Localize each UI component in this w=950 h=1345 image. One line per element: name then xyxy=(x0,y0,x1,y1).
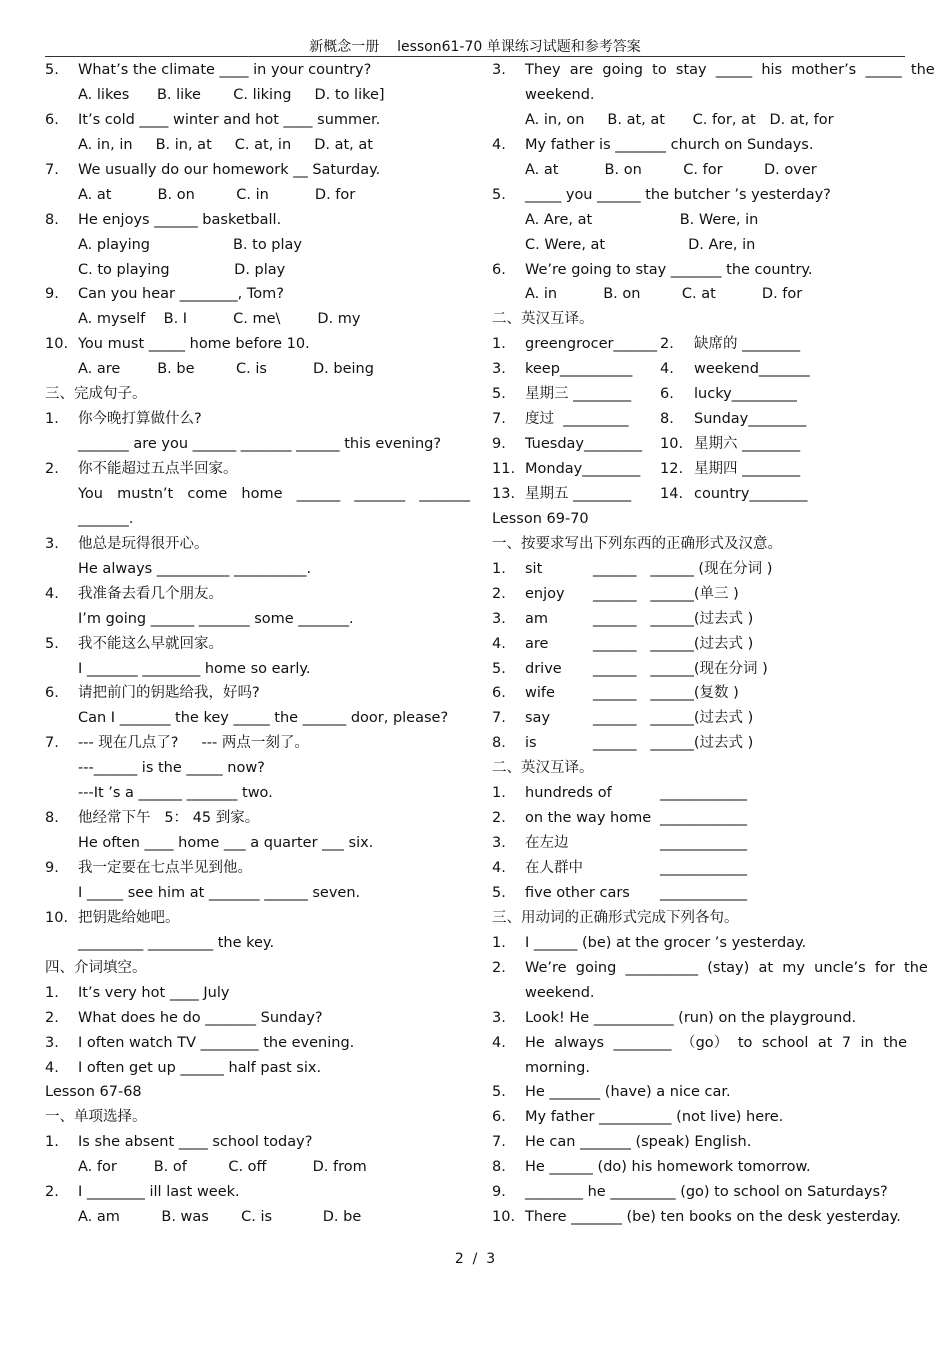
item-text: 我一定要在七点半见到他。 xyxy=(78,860,252,876)
answer-blank: ____________ xyxy=(660,860,747,876)
exercise-line xyxy=(492,208,907,233)
item-text: weekend_______ xyxy=(694,361,810,378)
exercise-line xyxy=(492,731,907,756)
item-text: Sunday________ xyxy=(694,411,807,428)
item-text: weekend. xyxy=(525,86,595,103)
item-text: A. for B. of C. off D. from xyxy=(78,1159,367,1176)
item-text: A. at B. on C. in D. for xyxy=(78,186,356,203)
section-title: 二、英汉互译。 xyxy=(492,760,594,777)
exercise-line xyxy=(492,681,907,706)
exercise-line xyxy=(45,1056,470,1081)
exercise-line xyxy=(492,58,935,83)
answer-blank: ____________ xyxy=(660,835,747,852)
exercise-line xyxy=(45,831,470,856)
item-number: 4. xyxy=(45,585,59,602)
item-text: We’re going __________ (stay) at my uncle’s for the xyxy=(525,959,928,976)
exercise-line xyxy=(45,307,470,332)
item-number: 1. xyxy=(492,560,506,577)
section-title: Lesson 67-68 xyxy=(45,1084,142,1101)
answer-blank: ______ ______(单三 ) xyxy=(593,585,739,602)
item-text: I _______ ________ home so early. xyxy=(78,660,311,677)
exercise-line xyxy=(492,407,907,432)
item-number: 8. xyxy=(45,211,59,228)
exercise-line xyxy=(492,856,907,881)
item-text: A. in B. on C. at D. for xyxy=(525,286,803,303)
item-text: He often ____ home ___ a quarter ___ six. xyxy=(78,835,374,852)
item-number: 8. xyxy=(492,1159,506,1176)
item-text: sit xyxy=(525,560,543,577)
exercise-line xyxy=(45,756,470,781)
item-text: 他经常下午 5： 45 到家。 xyxy=(78,810,260,827)
item-number: 2. xyxy=(45,1009,59,1026)
exercise-line xyxy=(45,931,470,956)
section-heading xyxy=(45,382,470,407)
item-text: lucky_________ xyxy=(694,386,797,403)
exercise-line xyxy=(45,1180,470,1205)
item-text: He _______ (have) a nice car. xyxy=(525,1084,731,1101)
item-number: 4. xyxy=(660,361,674,378)
exercise-line xyxy=(45,357,470,382)
item-text: country________ xyxy=(694,485,808,502)
item-number: 6. xyxy=(45,685,59,702)
item-text: Can I _______ the key _____ the ______ door, please? xyxy=(78,710,449,727)
answer-blank: ____________ xyxy=(660,884,747,901)
item-text: A. myself B. I C. me\ D. my xyxy=(78,311,361,328)
item-number: 4. xyxy=(492,635,506,652)
item-text: A. likes B. like C. liking D. to like] xyxy=(78,86,385,103)
exercise-line xyxy=(492,457,907,482)
item-number: 10. xyxy=(492,1209,516,1226)
section-title: Lesson 69-70 xyxy=(492,510,589,527)
item-text: I ______ (be) at the grocer ’s yesterday. xyxy=(525,934,807,951)
exercise-line xyxy=(45,482,470,507)
item-number: 2. xyxy=(492,585,506,602)
exercise-line xyxy=(492,1006,907,1031)
item-text: You must _____ home before 10. xyxy=(78,336,310,353)
item-text: 星期三 ________ xyxy=(525,386,632,403)
item-text: A. am B. was C. is D. be xyxy=(78,1209,362,1226)
exercise-line xyxy=(492,557,907,582)
item-text: 我不能这么早就回家。 xyxy=(78,635,223,652)
exercise-line xyxy=(45,108,470,133)
exercise-line xyxy=(45,158,470,183)
page-header xyxy=(45,34,905,57)
item-number: 11. xyxy=(492,461,516,477)
exercise-line xyxy=(45,507,470,532)
item-number: 1. xyxy=(45,1134,59,1151)
right-column xyxy=(492,58,935,1230)
item-text: My father __________ (not live) here. xyxy=(525,1109,784,1126)
item-number: 10. xyxy=(660,436,684,453)
item-number: 5. xyxy=(492,1084,506,1101)
exercise-line xyxy=(492,632,907,657)
item-text: C. to playing D. play xyxy=(78,261,286,278)
exercise-line xyxy=(492,108,907,133)
item-text: keep__________ xyxy=(525,361,633,378)
item-text: He ______ (do) his homework tomorrow. xyxy=(525,1159,811,1176)
item-text: on the way home xyxy=(525,810,652,827)
exercise-line xyxy=(45,208,470,233)
exercise-line xyxy=(45,58,470,83)
item-text: There _______ (be) ten books on the desk yesterday. xyxy=(525,1209,901,1226)
exercise-line xyxy=(45,856,470,881)
item-number: 4. xyxy=(492,136,506,153)
item-number: 2. xyxy=(45,461,59,477)
section-heading xyxy=(492,532,907,557)
item-text: hundreds of xyxy=(525,785,612,802)
item-text: He always ________ （go） to school at 7 in the xyxy=(525,1034,907,1051)
item-number: 3. xyxy=(492,1009,506,1026)
item-text: He can _______ (speak) English. xyxy=(525,1134,752,1151)
item-text: --- 现在几点了? --- 两点一刻了。 xyxy=(78,735,309,752)
exercise-line xyxy=(492,83,907,108)
exercise-line xyxy=(492,432,907,457)
section-heading xyxy=(45,956,470,981)
item-text: What’s the climate ____ in your country? xyxy=(78,62,372,78)
item-number: 9. xyxy=(45,286,59,303)
item-number: 1. xyxy=(492,785,506,802)
item-text: 我准备去看几个朋友。 xyxy=(78,585,223,602)
item-number: 6. xyxy=(45,111,59,128)
exercise-line xyxy=(45,1205,470,1230)
exercise-line xyxy=(492,482,907,507)
item-number: 2. xyxy=(492,810,506,827)
answer-blank: ____________ xyxy=(660,785,747,802)
item-number: 1. xyxy=(492,934,506,951)
item-text: We usually do our homework __ Saturday. xyxy=(78,161,381,178)
item-number: 7. xyxy=(492,411,506,428)
item-text: I _____ see him at _______ ______ seven. xyxy=(78,884,361,901)
exercise-line xyxy=(45,881,470,906)
item-text: are xyxy=(525,635,549,652)
exercise-line xyxy=(492,706,907,731)
section-heading xyxy=(492,307,907,332)
answer-blank: ____________ xyxy=(660,810,747,827)
item-number: 1. xyxy=(45,411,59,428)
item-text: enjoy xyxy=(525,585,565,602)
answer-blank: ______ ______(复数 ) xyxy=(593,685,739,702)
exercise-line xyxy=(492,582,907,607)
item-text: C. Were, at D. Are, in xyxy=(525,236,756,253)
item-number: 1. xyxy=(45,984,59,1001)
exercise-line xyxy=(45,233,470,258)
item-text: 他总是玩得很开心。 xyxy=(78,535,209,552)
item-text: five other cars xyxy=(525,884,630,901)
item-text: A. at B. on C. for D. over xyxy=(525,161,817,178)
exercise-line xyxy=(45,1006,470,1031)
exercise-line xyxy=(492,1056,907,1081)
item-number: 10. xyxy=(45,909,69,926)
exercise-line xyxy=(492,282,907,307)
item-text: ---It ’s a ______ _______ two. xyxy=(78,785,273,802)
item-text: _______ are you ______ _______ ______ this evening? xyxy=(78,436,442,453)
section-title: 四、介词填空。 xyxy=(45,959,147,976)
exercise-line xyxy=(45,1130,470,1155)
answer-blank: ______ ______ (现在分词 ) xyxy=(593,560,773,577)
exercise-line xyxy=(45,258,470,283)
item-number: 5. xyxy=(492,884,506,901)
answer-blank: ______ ______(过去式 ) xyxy=(593,635,754,652)
exercise-line xyxy=(492,1130,907,1155)
exercise-line xyxy=(45,183,470,208)
item-number: 8. xyxy=(492,735,506,752)
exercise-line xyxy=(492,931,907,956)
answer-blank: ______ ______(现在分词 ) xyxy=(593,660,768,677)
exercise-line xyxy=(492,1205,907,1230)
exercise-line xyxy=(45,781,470,806)
item-text: 星期五 ________ xyxy=(525,485,632,502)
section-title: 三、完成句子。 xyxy=(45,386,147,403)
item-text: I often get up ______ half past six. xyxy=(78,1059,322,1076)
item-number: 2. xyxy=(45,1184,59,1201)
item-text: _____ you ______ the butcher ’s yesterday? xyxy=(525,186,831,203)
section-heading xyxy=(45,1080,470,1105)
exercise-line xyxy=(492,831,907,856)
exercise-line xyxy=(492,881,907,906)
exercise-line xyxy=(45,532,470,557)
item-text: 度过 _________ xyxy=(525,411,629,428)
exercise-line xyxy=(492,981,907,1006)
item-number: 3. xyxy=(492,835,506,852)
exercise-line xyxy=(45,133,470,158)
exercise-line xyxy=(45,557,470,582)
exercise-line xyxy=(492,382,907,407)
item-text: A. playing B. to play xyxy=(78,236,302,253)
section-heading xyxy=(492,906,907,931)
item-number: 9. xyxy=(492,1184,506,1201)
item-number: 4. xyxy=(492,1034,506,1051)
item-text: is xyxy=(525,735,537,752)
exercise-line xyxy=(492,1031,907,1056)
answer-blank: ______ ______(过去式 ) xyxy=(593,710,754,727)
exercise-line xyxy=(45,582,470,607)
item-text: He always __________ __________. xyxy=(78,560,312,577)
exercise-line xyxy=(492,1080,907,1105)
item-text: _______. xyxy=(78,510,134,527)
exercise-line xyxy=(45,632,470,657)
item-text: He enjoys ______ basketball. xyxy=(78,211,282,228)
item-number: 14. xyxy=(660,485,684,502)
exercise-line xyxy=(45,282,470,307)
item-text: A. Are, at B. Were, in xyxy=(525,211,759,228)
item-text: What does he do _______ Sunday? xyxy=(78,1009,323,1026)
exercise-line xyxy=(492,806,907,831)
item-text: morning. xyxy=(525,1059,590,1076)
item-text: A. in, on B. at, at C. for, at D. at, for xyxy=(525,111,834,128)
exercise-line xyxy=(492,183,907,208)
item-text: My father is _______ church on Sundays. xyxy=(525,136,814,153)
exercise-line xyxy=(492,1180,907,1205)
item-text: A. are B. be C. is D. being xyxy=(78,361,374,378)
section-heading xyxy=(45,1105,470,1130)
item-number: 2. xyxy=(492,959,506,976)
item-number: 1. xyxy=(492,336,506,353)
item-number: 4. xyxy=(492,860,506,876)
item-text: say xyxy=(525,710,551,727)
answer-blank: ______ ______(过去式 ) xyxy=(593,610,754,627)
item-number: 8. xyxy=(660,411,674,428)
exercise-line xyxy=(45,906,470,931)
exercise-line xyxy=(45,1031,470,1056)
item-number: 8. xyxy=(45,810,59,827)
exercise-line xyxy=(492,956,928,981)
item-number: 6. xyxy=(492,1109,506,1126)
item-text: ________ he _________ (go) to school on Saturdays? xyxy=(525,1184,888,1201)
item-text: A. in, in B. in, at C. at, in D. at, at xyxy=(78,136,373,153)
section-title: 二、英汉互译。 xyxy=(492,311,594,328)
exercise-line xyxy=(492,233,907,258)
item-number: 9. xyxy=(492,436,506,453)
item-number: 3. xyxy=(45,535,59,552)
exercise-line xyxy=(45,1155,470,1180)
section-title: 一、按要求写出下列东西的正确形式及汉意。 xyxy=(492,535,782,552)
item-number: 7. xyxy=(45,735,59,752)
exercise-line xyxy=(45,806,470,831)
exercise-line xyxy=(492,781,907,806)
item-text: 在左边 xyxy=(525,835,569,852)
exercise-line xyxy=(492,258,907,283)
item-text: 你不能超过五点半回家。 xyxy=(78,461,238,477)
exercise-line xyxy=(45,432,470,457)
item-text: I often watch TV ________ the evening. xyxy=(78,1034,355,1051)
item-text: greengrocer______ xyxy=(525,336,657,353)
exercise-line xyxy=(492,357,907,382)
item-number: 3. xyxy=(492,361,506,378)
item-text: It’s very hot ____ July xyxy=(78,984,230,1001)
item-text: wife xyxy=(525,685,555,702)
page-number: 2 / 3 xyxy=(454,1251,496,1267)
item-text: It’s cold ____ winter and hot ____ summer. xyxy=(78,111,381,128)
item-text: Look! He ___________ (run) on the playground. xyxy=(525,1009,857,1026)
exercise-line xyxy=(45,83,470,108)
exercise-line xyxy=(45,607,470,632)
item-text: Is she absent ____ school today? xyxy=(78,1134,313,1151)
item-number: 10. xyxy=(45,336,69,353)
item-text: 请把前门的钥匙给我，好吗? xyxy=(78,685,260,702)
exercise-line xyxy=(492,133,907,158)
item-number: 9. xyxy=(45,860,59,876)
item-text: weekend. xyxy=(525,984,595,1001)
exercise-line xyxy=(45,681,470,706)
item-text: They are going to stay _____ his mother’s _____ the xyxy=(525,62,935,78)
item-text: 星期六 ________ xyxy=(694,436,801,453)
exercise-line xyxy=(492,657,907,682)
exercise-line xyxy=(45,731,470,756)
item-text: 把钥匙给她吧。 xyxy=(78,909,180,926)
section-title: 三、用动词的正确形式完成下列各句。 xyxy=(492,909,739,926)
exercise-line xyxy=(492,607,907,632)
item-number: 5. xyxy=(492,186,506,203)
item-text: drive xyxy=(525,660,562,677)
item-number: 7. xyxy=(45,161,59,178)
item-text: I ________ ill last week. xyxy=(78,1184,240,1201)
item-text: ---______ is the _____ now? xyxy=(78,760,265,777)
section-heading xyxy=(492,507,907,532)
item-number: 3. xyxy=(45,1034,59,1051)
exercise-line xyxy=(492,158,907,183)
item-number: 7. xyxy=(492,1134,506,1151)
item-text: Monday________ xyxy=(525,461,641,477)
item-text: Can you hear ________, Tom? xyxy=(78,286,284,303)
item-text: 你今晚打算做什么? xyxy=(78,411,202,428)
item-number: 5. xyxy=(492,660,506,677)
exercise-line xyxy=(45,981,470,1006)
item-text: You mustn’t come home ______ _______ _______ xyxy=(78,485,470,502)
item-number: 6. xyxy=(660,386,674,403)
document-title: 新概念一册 lesson61-70 单课练习试题和参考答案 xyxy=(309,39,641,55)
item-text: am xyxy=(525,610,549,627)
left-column xyxy=(45,58,470,1230)
section-heading xyxy=(492,756,907,781)
item-text: _________ _________ the key. xyxy=(78,934,275,951)
item-text: Tuesday________ xyxy=(525,436,642,453)
answer-blank: ______ ______(过去式 ) xyxy=(593,735,754,752)
item-number: 2. xyxy=(660,336,674,353)
item-text: I’m going ______ _______ some _______. xyxy=(78,610,354,627)
item-number: 3. xyxy=(492,62,506,78)
item-number: 3. xyxy=(492,610,506,627)
item-text: 星期四 ________ xyxy=(694,461,801,477)
exercise-line xyxy=(492,1105,907,1130)
exercise-line xyxy=(492,332,907,357)
item-number: 6. xyxy=(492,261,506,278)
item-number: 7. xyxy=(492,710,506,727)
exercise-line xyxy=(45,657,470,682)
item-number: 5. xyxy=(492,386,506,403)
item-text: We’re going to stay _______ the country. xyxy=(525,261,813,278)
exercise-line xyxy=(45,457,470,482)
section-title: 一、单项选择。 xyxy=(45,1109,147,1126)
item-number: 5. xyxy=(45,62,59,78)
item-text: 缺席的 ________ xyxy=(694,336,801,353)
item-text: 在人群中 xyxy=(525,860,583,876)
item-number: 12. xyxy=(660,461,684,477)
exercise-line xyxy=(45,706,470,731)
item-number: 6. xyxy=(492,685,506,702)
exercise-line xyxy=(45,407,470,432)
item-number: 13. xyxy=(492,485,516,502)
item-number: 4. xyxy=(45,1059,59,1076)
item-number: 5. xyxy=(45,635,59,652)
exercise-line xyxy=(492,1155,907,1180)
exercise-line xyxy=(45,332,470,357)
